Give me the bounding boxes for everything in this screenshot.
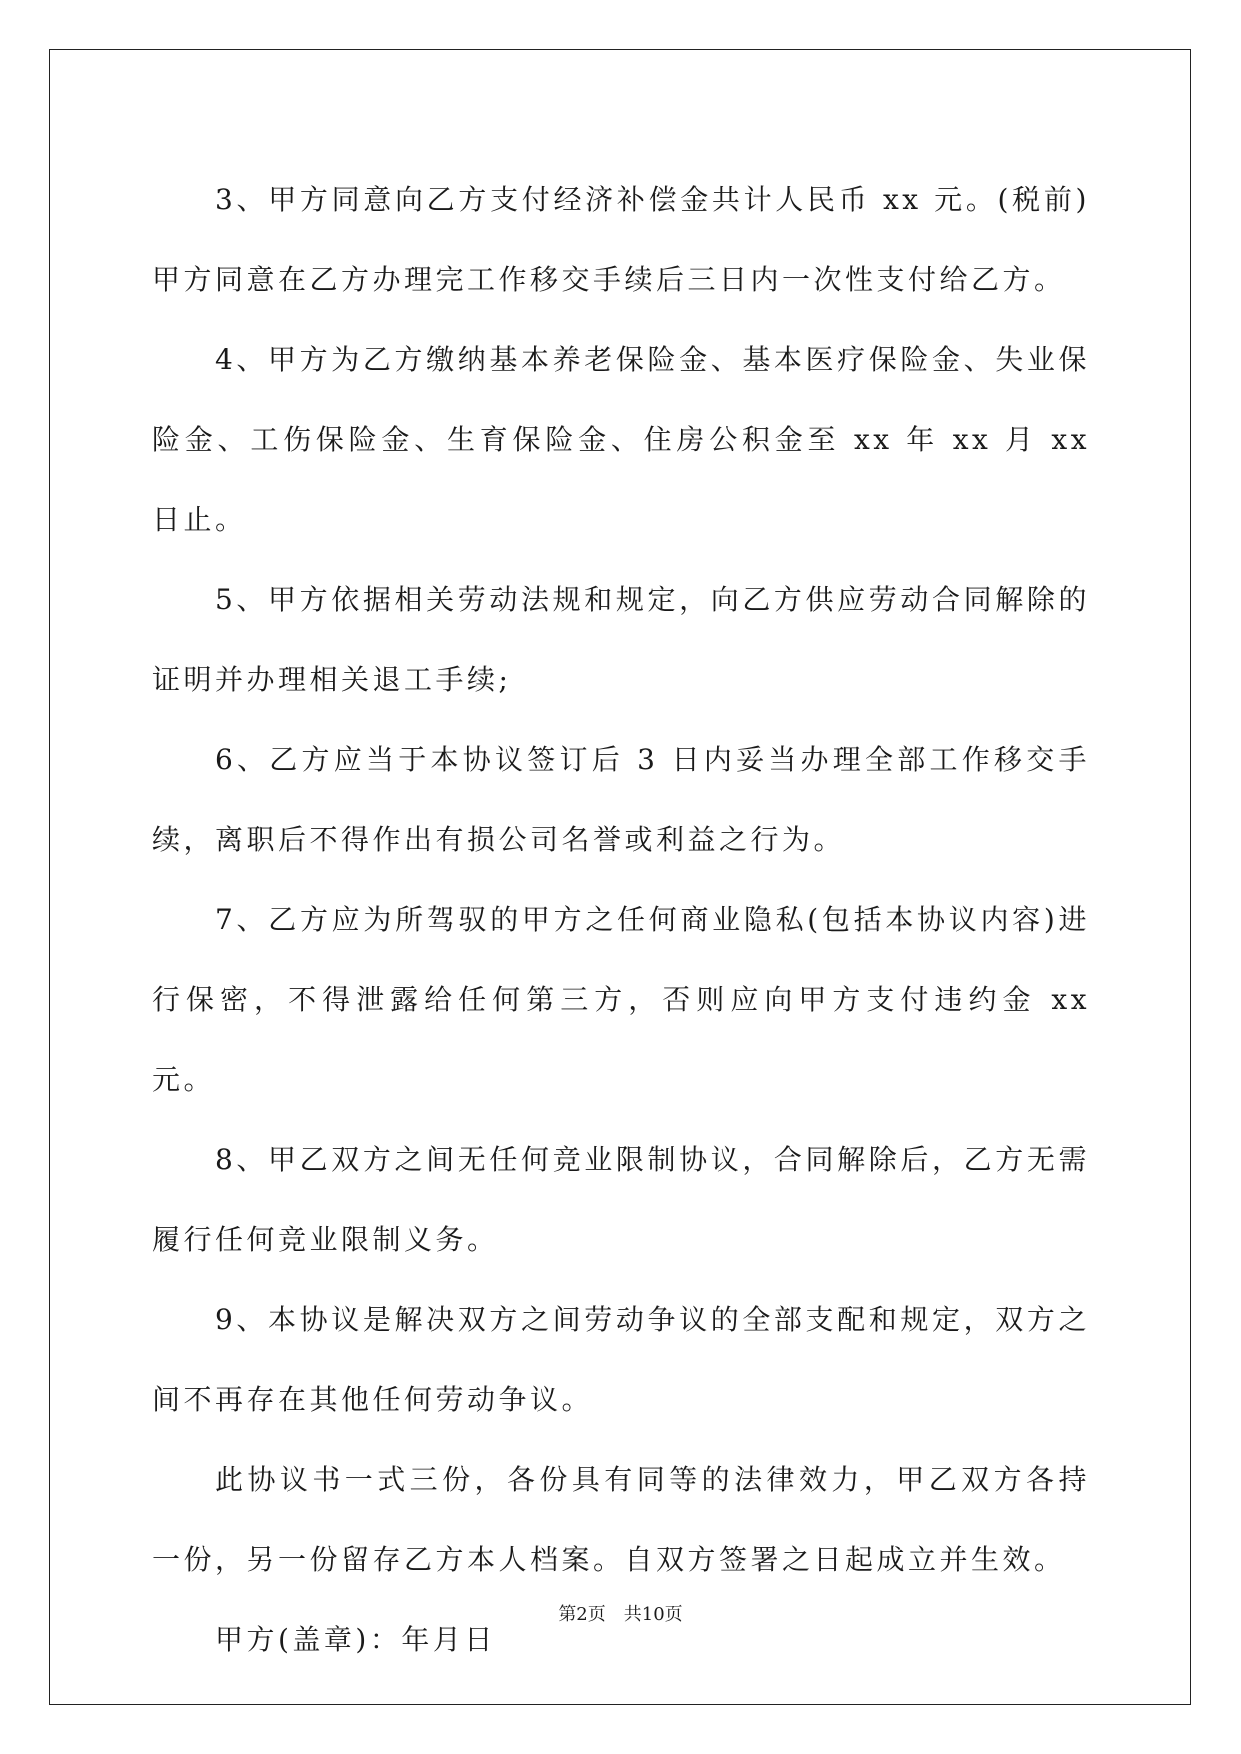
signature-line-party-a: 甲方(盖章)：年月日 xyxy=(215,1623,496,1656)
paragraph-clause-6: 6、乙方应当于本协议签订后 3 日内妥当办理全部工作移交手续，离职后不得作出有损公司名誉或利益之行为。 xyxy=(152,743,1090,856)
page-number-total: 共10页 xyxy=(623,1604,683,1625)
paragraph-clause-3: 3、甲方同意向乙方支付经济补偿金共计人民币 xx 元。(税前)甲方同意在乙方办理完工作移交手续后三日内一次性支付给乙方。 xyxy=(152,183,1090,296)
page-footer xyxy=(0,1600,1241,1626)
document-body xyxy=(152,160,1090,1680)
paragraph-clause-4: 4、甲方为乙方缴纳基本养老保险金、基本医疗保险金、失业保险金、工伤保险金、生育保险金、住房公积金至 xx 年 xx 月 xx 日止。 xyxy=(152,343,1090,536)
paragraph-copies: 此协议书一式三份，各份具有同等的法律效力，甲乙双方各持一份，另一份留存乙方本人档案。自双方签署之日起成立并生效。 xyxy=(152,1463,1090,1576)
paragraph-clause-8: 8、甲乙双方之间无任何竞业限制协议，合同解除后，乙方无需履行任何竞业限制义务。 xyxy=(152,1143,1090,1256)
page-number-current: 第2页 xyxy=(558,1604,606,1625)
paragraph-clause-7: 7、乙方应为所驾驭的甲方之任何商业隐私(包括本协议内容)进行保密，不得泄露给任何第三方，否则应向甲方支付违约金 xx 元。 xyxy=(152,903,1090,1096)
paragraph-clause-5: 5、甲方依据相关劳动法规和规定，向乙方供应劳动合同解除的证明并办理相关退工手续; xyxy=(152,583,1090,696)
paragraph-clause-9: 9、本协议是解决双方之间劳动争议的全部支配和规定，双方之间不再存在其他任何劳动争议。 xyxy=(152,1303,1090,1416)
